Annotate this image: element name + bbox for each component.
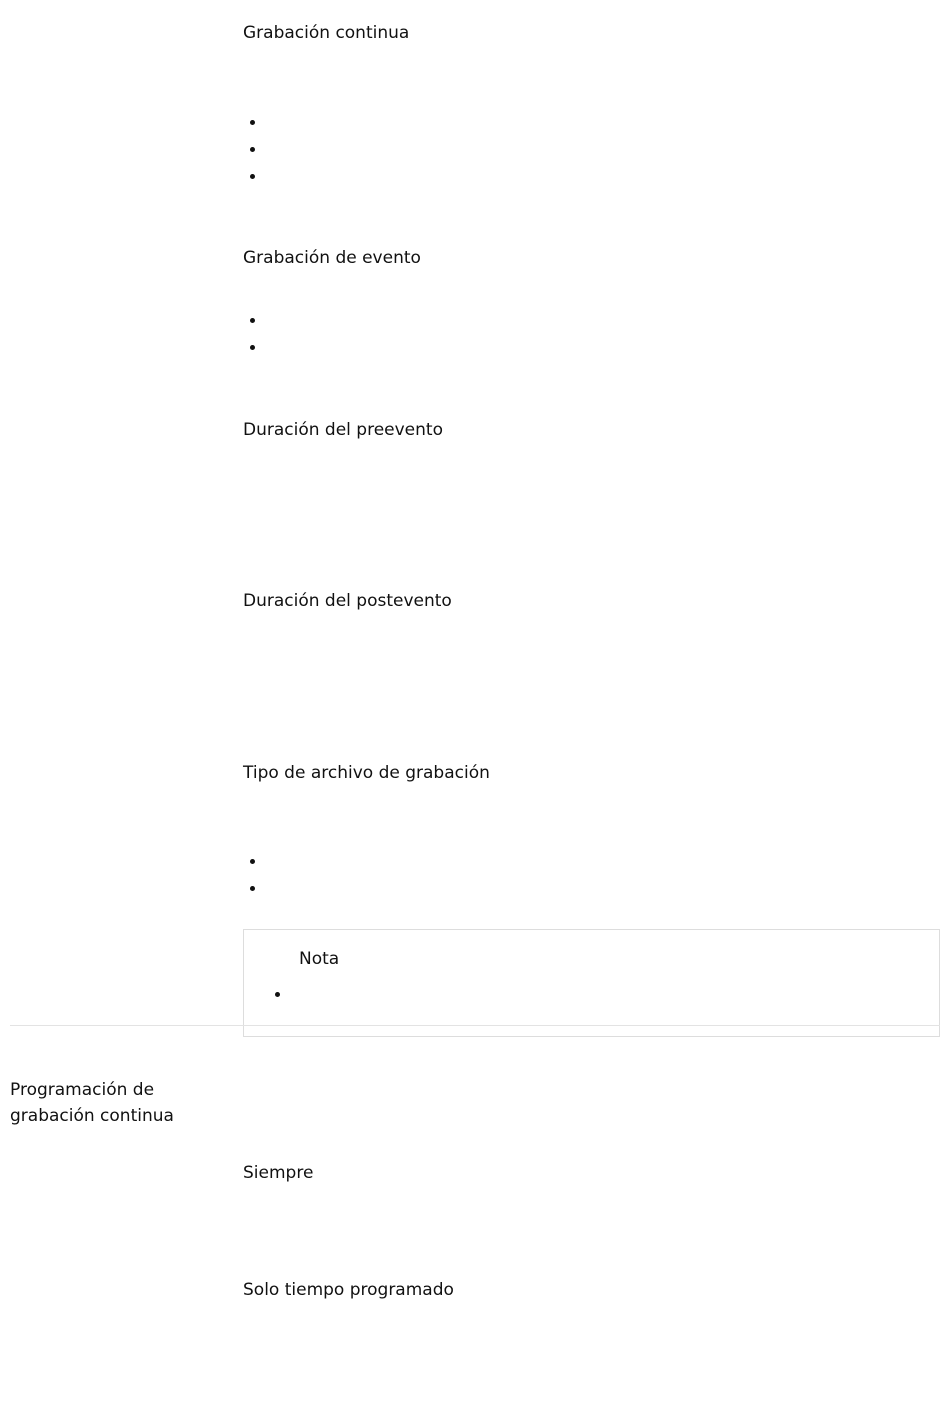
list-item bbox=[243, 110, 273, 137]
continuous-recording-schedule-heading: Programación de grabación continua bbox=[10, 1080, 174, 1126]
event-recording-label: Grabación de evento bbox=[243, 248, 421, 268]
pre-event-duration-label: Duración del preevento bbox=[243, 420, 443, 440]
post-event-duration-label: Duración del postevento bbox=[243, 591, 452, 611]
list-item bbox=[243, 164, 273, 191]
list-item bbox=[243, 137, 273, 164]
note-box bbox=[243, 929, 940, 1037]
note-title: Nota bbox=[299, 949, 340, 969]
recording-file-type-label: Tipo de archivo de grabación bbox=[243, 763, 490, 783]
scheduled-time-only-label: Solo tiempo programado bbox=[243, 1280, 454, 1300]
list-item bbox=[268, 982, 288, 1009]
list-item bbox=[243, 849, 273, 876]
recording-file-type-bullet-list bbox=[243, 849, 273, 903]
list-item bbox=[243, 335, 273, 362]
continuous-recording-label: Grabación continua bbox=[243, 23, 410, 43]
continuous-recording-bullet-list bbox=[243, 110, 273, 191]
event-recording-bullet-list bbox=[243, 308, 273, 362]
list-item bbox=[243, 876, 273, 903]
list-item bbox=[243, 308, 273, 335]
always-label: Siempre bbox=[243, 1163, 314, 1183]
section-divider bbox=[10, 1025, 940, 1026]
note-bullet-list bbox=[268, 982, 288, 1009]
